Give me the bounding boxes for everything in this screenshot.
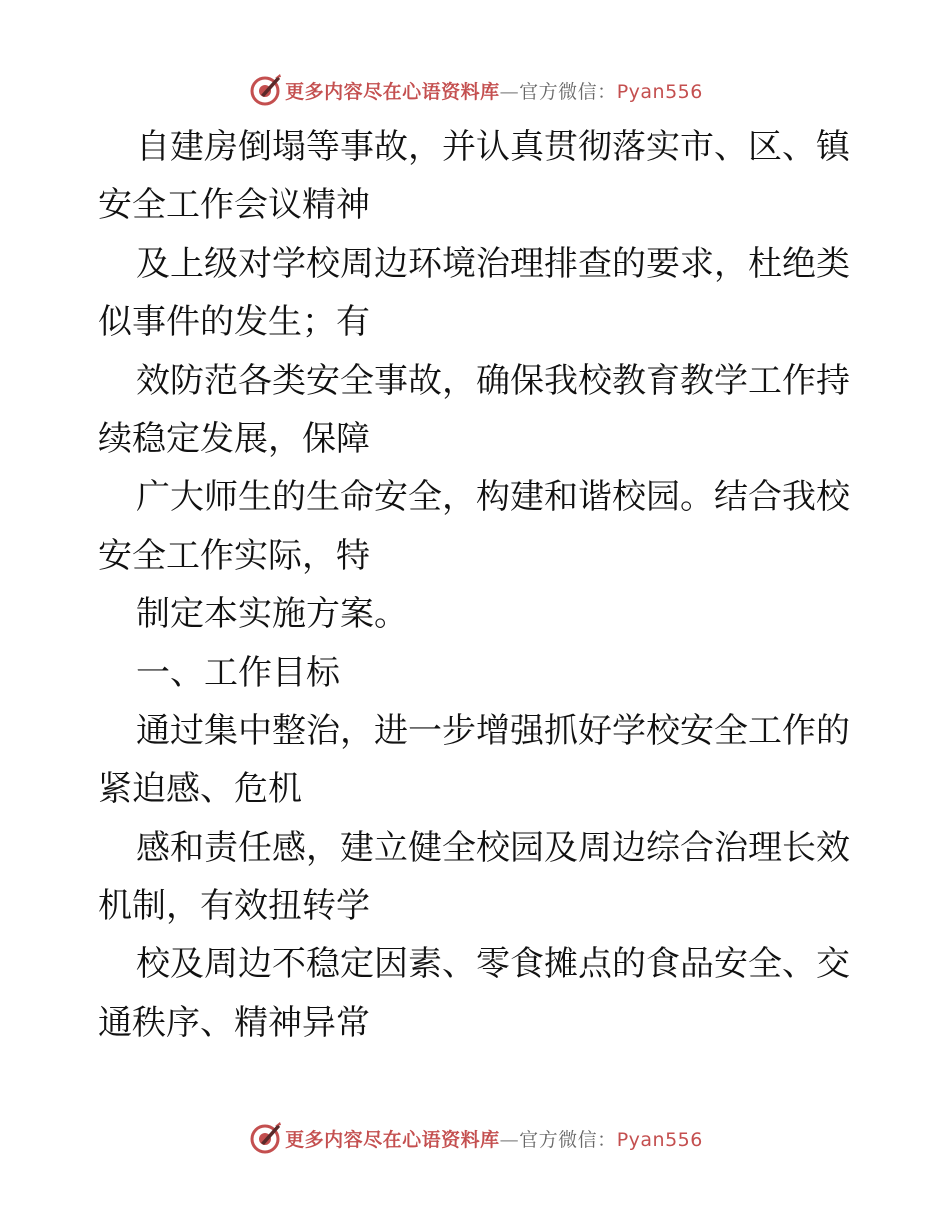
text-line: 通过集中整治，进一步增强抓好学校安全工作的 — [136, 710, 850, 751]
text-line: 一、工作目标 — [136, 652, 340, 693]
text-line: 安全工作实际，特 — [98, 535, 370, 576]
header-banner — [0, 70, 950, 110]
text-line: 效防范各类安全事故，确保我校教育教学工作持 — [136, 360, 850, 401]
footer-wechat-id: Pyan556 — [616, 1128, 703, 1151]
text-line: 制定本实施方案。 — [136, 594, 408, 635]
quill-pen-logo-icon — [247, 72, 283, 108]
text-line: 机制，有效扭转学 — [98, 886, 370, 927]
text-line: 紧迫感、危机 — [98, 769, 302, 810]
footer-official-label: 官方微信： — [519, 1128, 617, 1151]
text-line: 感和责任感，建立健全校园及周边综合治理长效 — [136, 827, 850, 868]
text-line: 自建房倒塌等事故，并认真贯彻落实市、区、镇 — [136, 127, 850, 167]
footer-main-text: 更多内容尽在心语资料库 — [285, 1128, 500, 1151]
text-line: 及上级对学校周边环境治理排查的要求，杜绝类 — [136, 243, 850, 284]
header-wechat-id: Pyan556 — [616, 80, 703, 103]
quill-pen-logo-icon — [247, 1120, 283, 1156]
header-main-text: 更多内容尽在心语资料库 — [285, 80, 500, 103]
text-line: 校及周边不稳定因素、零食摊点的食品安全、交 — [136, 944, 850, 985]
text-line: 安全工作会议精神 — [98, 185, 370, 226]
footer-banner — [0, 1118, 950, 1158]
footer-dash: — — [499, 1128, 520, 1151]
header-official-label: 官方微信： — [519, 80, 617, 103]
document-body — [98, 118, 858, 1052]
header-dash: — — [499, 80, 520, 103]
text-line: 续稳定发展，保障 — [98, 418, 370, 459]
footer-banner-text — [285, 1125, 703, 1152]
text-line: 广大师生的生命安全，构建和谐校园。结合我校 — [136, 477, 850, 518]
text-line: 似事件的发生；有 — [98, 302, 370, 343]
text-line: 通秩序、精神异常 — [98, 1002, 370, 1043]
header-banner-text — [285, 77, 703, 104]
